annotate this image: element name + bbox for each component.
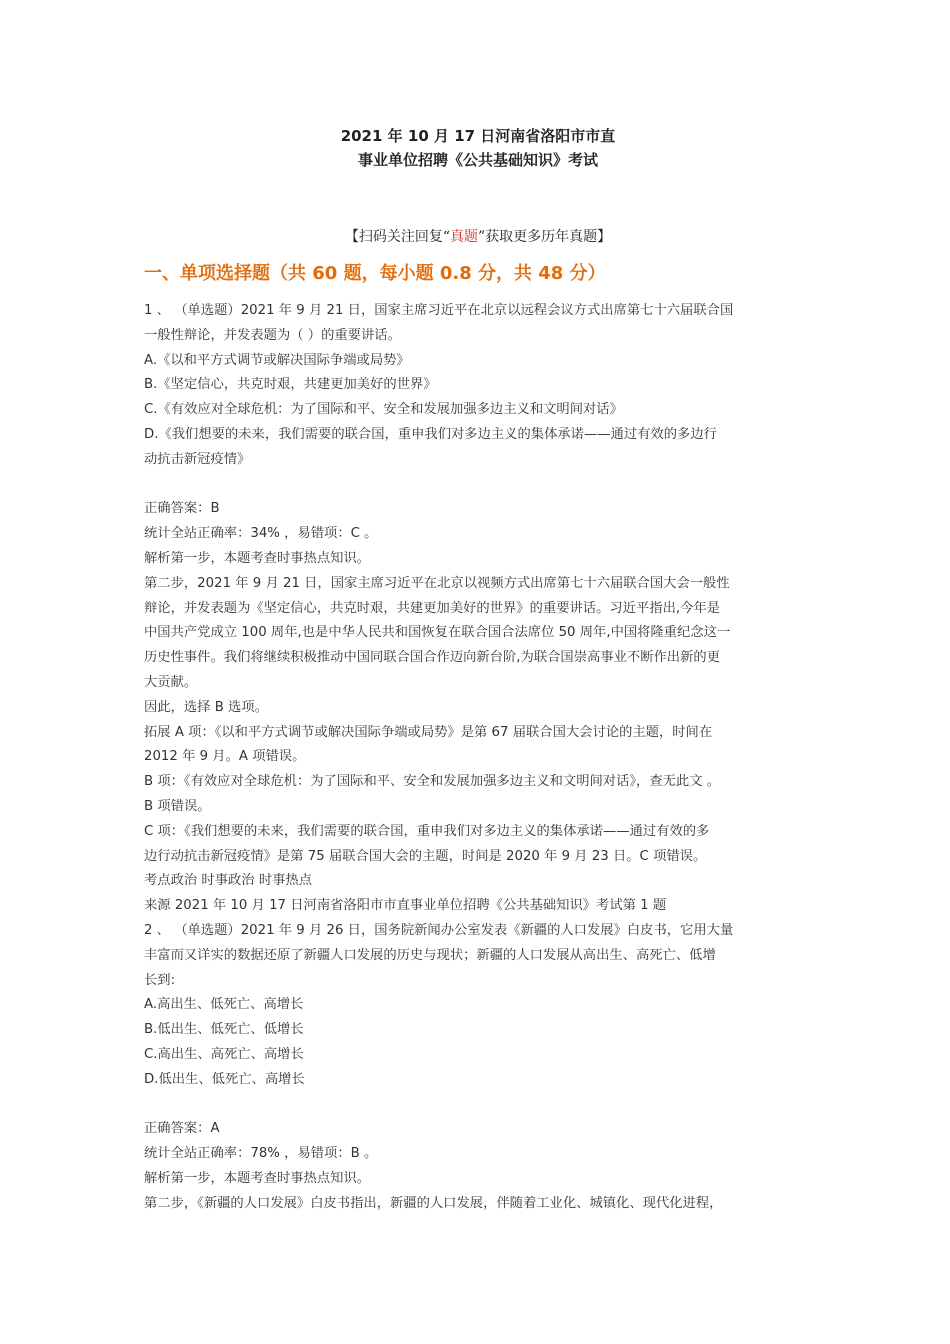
option-d: 动抗击新冠疫情》 xyxy=(144,451,251,467)
analysis-step: 解析第一步，本题考查时事热点知识。 xyxy=(144,550,371,566)
promo-banner xyxy=(144,226,812,246)
analysis-step: 中国共产党成立 100 周年,也是中华人民共和国恢复在联合国合法席位 50 周年,中国将隆重纪念这一 xyxy=(144,625,731,641)
extension-b: B 项错误。 xyxy=(144,798,211,814)
option-d: D.低出生、低死亡、高增长 xyxy=(144,1071,305,1087)
option-c: C.高出生、高死亡、高增长 xyxy=(144,1046,304,1062)
question-stem: 一般性辩论，并发表题为（ ）的重要讲话。 xyxy=(144,327,401,343)
question-2 xyxy=(144,919,812,1217)
spacer xyxy=(144,1093,812,1118)
analysis-step: 大贡献。 xyxy=(144,674,198,690)
analysis-step: 辩论，并发表题为《坚定信心，共克时艰，共建更加美好的世界》的重要讲话。习近平指出,今年是 xyxy=(144,600,720,616)
promo-highlight: 真题 xyxy=(450,229,478,245)
question-stem: 1 、 （单选题）2021 年 9 月 21 日，国家主席习近平在北京以远程会议方式出席第七十六届联合国 xyxy=(144,303,734,318)
section-title: 一、单项选择题（共 60 题，每小题 0.8 分，共 48 分） xyxy=(144,263,606,284)
analysis-step: 第二步，《新疆的人口发展》白皮书指出，新疆的人口发展，伴随着工业化、城镇化、现代化进程， xyxy=(144,1195,723,1211)
analysis-step: 历史性事件。我们将继续积极推动中国同联合国合作迈向新台阶,为联合国崇高事业不断作出新的更 xyxy=(144,650,720,666)
correct-answer: 正确答案：A xyxy=(144,1121,220,1137)
analysis-conclusion: 因此，选择 B 选项。 xyxy=(144,699,268,715)
answer-stats: 统计全站正确率：34% ，易错项：C 。 xyxy=(144,526,378,542)
question-list xyxy=(144,299,812,1216)
analysis-step: 解析第一步，本题考查时事热点知识。 xyxy=(144,1170,371,1186)
promo-prefix: 【扫码关注回复“ xyxy=(344,229,450,245)
option-a: A.《以和平方式调节或解决国际争端或局势》 xyxy=(144,352,410,368)
correct-answer: 正确答案：B xyxy=(144,501,220,517)
extension-a: 2012 年 9 月。A 项错误。 xyxy=(144,749,306,765)
document-title-line-2: 事业单位招聘《公共基础知识》考试 xyxy=(357,151,598,169)
spacer xyxy=(144,473,812,498)
option-b: B.低出生、低死亡、低增长 xyxy=(144,1022,304,1038)
question-1 xyxy=(144,299,812,919)
option-d: D.《我们想要的未来，我们需要的联合国，重申我们对多边主义的集体承诺——通过有效的多边行 xyxy=(144,426,717,442)
document-title-line-1: 2021 年 10 月 17 日河南省洛阳市市直 xyxy=(340,127,616,145)
option-a: A.高出生、低死亡、高增长 xyxy=(144,997,304,1013)
extension-c: 边行动抗击新冠疫情》是第 75 届联合国大会的主题，时间是 2020 年 9 月 23 日。C 项错误。 xyxy=(144,848,707,864)
extension-b: B 项：《有效应对全球危机：为了国际和平、安全和发展加强多边主义和文明间对话》，查无此文 。 xyxy=(144,774,721,790)
extension-a: 拓展 A 项：《以和平方式调节或解决国际争端或局势》是第 67 届联合国大会讨论的主题，时间在 xyxy=(144,724,713,740)
question-source: 来源 2021 年 10 月 17 日河南省洛阳市市直事业单位招聘《公共基础知识》考试第 1 题 xyxy=(144,898,667,914)
question-stem: 长到: xyxy=(144,972,176,988)
question-stem: 2 、 （单选题）2021 年 9 月 26 日，国务院新闻办公室发表《新疆的人口发展》白皮书，它用大量 xyxy=(144,922,734,938)
question-stem: 丰富而又详实的数据还原了新疆人口发展的历史与现状；新疆的人口发展从高出生、高死亡、低增 xyxy=(144,947,716,963)
promo-suffix: ”获取更多历年真题】 xyxy=(478,229,612,245)
extension-c: C 项：《我们想要的未来，我们需要的联合国，重申我们对多边主义的集体承诺——通过有效的多 xyxy=(144,823,710,839)
topic-tags: 考点政治 时事政治 时事热点 xyxy=(144,873,313,889)
option-c: C.《有效应对全球危机：为了国际和平、安全和发展加强多边主义和文明间对话》 xyxy=(144,402,623,418)
answer-stats: 统计全站正确率：78% ，易错项：B 。 xyxy=(144,1146,378,1162)
analysis-step: 第二步，2021 年 9 月 21 日，国家主席习近平在北京以视频方式出席第七十六届联合国大会一般性 xyxy=(144,575,730,591)
option-b: B.《坚定信心，共克时艰，共建更加美好的世界》 xyxy=(144,377,437,393)
